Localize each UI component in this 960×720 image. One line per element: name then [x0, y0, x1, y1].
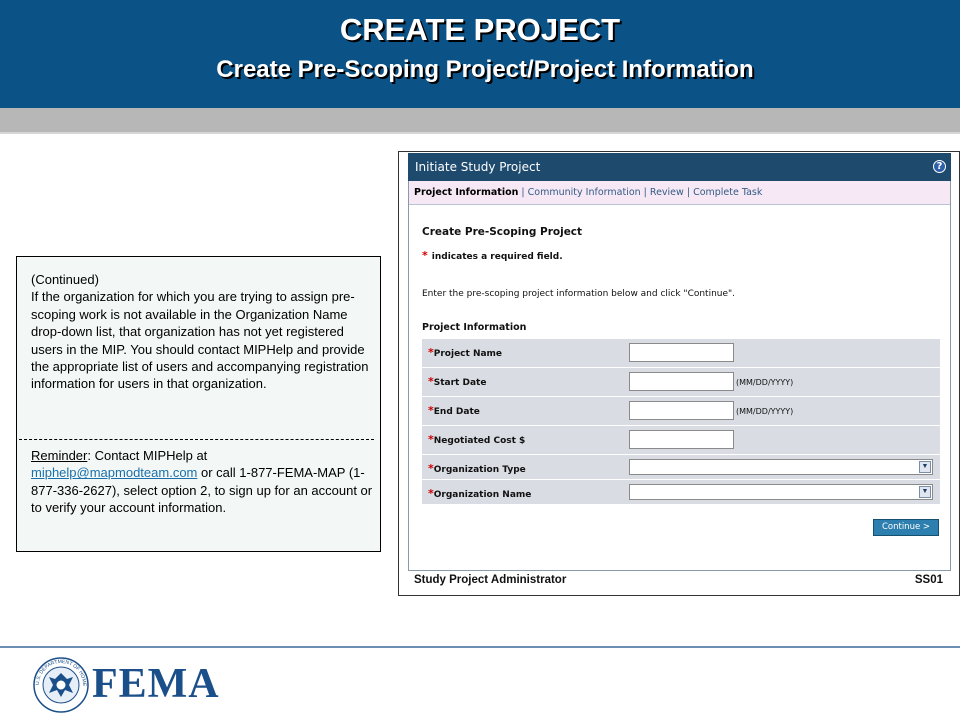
required-star: *: [428, 346, 434, 359]
field-row-negotiated-cost: [422, 426, 940, 455]
note-divider: [19, 439, 374, 440]
note-box: [16, 256, 381, 552]
footer-role: Study Project Administrator: [414, 574, 567, 586]
reminder-rest: or call 1-877-FEMA-MAP (1-877-336-2627), select option 2, to sign up for an account or to verify your account information.: [31, 465, 373, 516]
slide-subtitle: Create Pre-Scoping Project/Project Information: [216, 56, 754, 83]
organization-type-label-text: Organization Type: [433, 465, 526, 475]
organization-name-label: [428, 487, 531, 500]
app-body: [408, 181, 951, 571]
field-row-start-date: [422, 368, 940, 397]
reminder-intro: : Contact MIPHelp at: [87, 448, 208, 463]
footer-code: SS01: [914, 574, 943, 586]
required-star: *: [428, 433, 434, 446]
start-date-input[interactable]: [629, 372, 734, 391]
project-info-table: [422, 339, 940, 505]
fema-logo: FEMA: [92, 661, 220, 707]
reminder-label: Reminder: [31, 448, 88, 463]
field-row-organization-name: [422, 480, 940, 505]
field-row-end-date: [422, 397, 940, 426]
field-row-project-name: [422, 339, 940, 368]
required-note: [422, 249, 563, 262]
header-grey-band: [0, 108, 960, 132]
negotiated-cost-label-text: Negotiated Cost $: [433, 436, 526, 446]
organization-type-label: [428, 462, 526, 475]
note-paragraph: (Continued) If the organization for which you are trying to assign pre-scoping work is not available in the Organization Name drop-down list, that organization has not yet registered users in the MIP. You should contact MIPHelp and provide the appropriate list of users and accompanying registration information for users in that organization.: [31, 272, 369, 392]
miphelp-email-link[interactable]: miphelp@mapmodteam.com: [31, 465, 198, 481]
organization-type-select[interactable]: [629, 459, 933, 475]
negotiated-cost-label: [428, 433, 525, 446]
required-note-text: indicates a required field.: [431, 252, 563, 262]
end-date-label: [428, 404, 480, 417]
app-titlebar: [408, 153, 951, 181]
breadcrumb-project-information: Project Information: [414, 187, 519, 198]
form-heading: Create Pre-Scoping Project: [422, 226, 583, 238]
project-name-label: [428, 346, 502, 359]
end-date-input[interactable]: [629, 401, 734, 420]
note-reminder: [31, 447, 376, 517]
app-screenshot: [398, 151, 960, 596]
section-title: Project Information: [422, 322, 527, 333]
help-icon[interactable]: ?: [933, 160, 946, 173]
required-star: *: [428, 375, 434, 388]
chevron-down-icon[interactable]: ▼: [919, 486, 931, 498]
seal-text: U.S. DEPARTMENT OF HOME: [34, 658, 88, 687]
required-star: *: [428, 404, 434, 417]
breadcrumb-sep: |: [518, 187, 528, 198]
organization-name-label-text: Organization Name: [433, 490, 532, 500]
organization-name-select[interactable]: [629, 484, 933, 500]
start-date-label: [428, 375, 486, 388]
end-date-format-hint: (MM/DD/YYYY): [736, 407, 794, 416]
breadcrumb-sep: |: [640, 187, 650, 198]
field-row-organization-type: [422, 455, 940, 480]
breadcrumb-complete-task[interactable]: Complete Task: [693, 187, 763, 198]
breadcrumb-review[interactable]: Review: [649, 187, 684, 198]
required-star: *: [428, 462, 434, 475]
slide-title: CREATE PROJECT: [339, 12, 621, 47]
dhs-seal-icon: [33, 657, 89, 713]
start-date-format-hint: (MM/DD/YYYY): [736, 378, 794, 387]
breadcrumb: [409, 181, 950, 205]
slide-header: [0, 0, 960, 108]
required-star: *: [422, 249, 428, 262]
form-instruction: Enter the pre-scoping project information below and click "Continue".: [422, 289, 736, 299]
project-name-input[interactable]: [629, 343, 734, 362]
header-divider: [0, 132, 960, 134]
app-window-title: Initiate Study Project: [415, 160, 541, 174]
required-star: *: [428, 487, 434, 500]
continue-button[interactable]: Continue >: [873, 519, 939, 536]
project-name-label-text: Project Name: [433, 349, 503, 359]
breadcrumb-community-information[interactable]: Community Information: [527, 187, 641, 198]
chevron-down-icon[interactable]: ▼: [919, 461, 931, 473]
end-date-label-text: End Date: [433, 407, 480, 417]
breadcrumb-sep: |: [683, 187, 694, 198]
negotiated-cost-input[interactable]: [629, 430, 734, 449]
start-date-label-text: Start Date: [433, 378, 487, 388]
